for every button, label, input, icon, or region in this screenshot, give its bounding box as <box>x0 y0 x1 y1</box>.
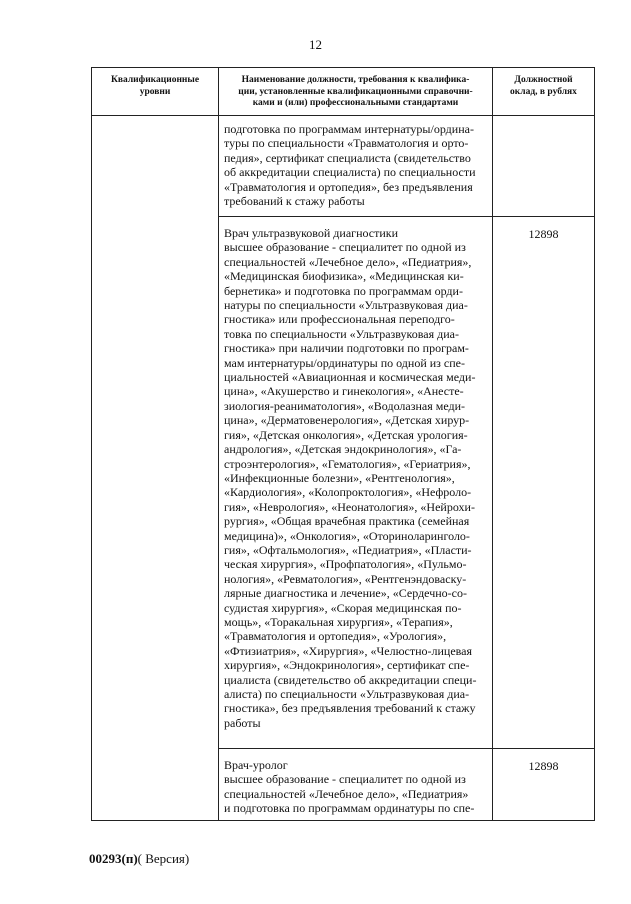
qualification-table <box>91 67 595 821</box>
salary-cell <box>493 749 595 821</box>
requirements-text: подготовка по программам интернатуры/ордина- туры по специальности «Травматология и орто- педия», сертификат специалиста (свидетельство об аккредитации специалиста) по специальности «Травматология и ортопедия», без предъявления требований к стажу работы <box>224 122 476 209</box>
header-position-requirements: Наименование должности, требования к квалифика- ции, установленные квалификационными справочни- ками и (или) профессиональными стандартами <box>219 68 493 116</box>
requirements-text: Врач-уролог высшее образование - специалитет по одной из специальностей «Лечебное дело», «Педиатрия» и подготовка по программам ординатуры по спе- <box>224 758 475 816</box>
page-number: 12 <box>309 37 322 52</box>
document-version-label: ( Версия) <box>137 851 190 866</box>
salary-value <box>493 116 594 126</box>
table-row <box>92 116 595 217</box>
salary-value: 12898 <box>528 759 559 773</box>
requirements-cell <box>219 116 493 217</box>
document-code <box>89 851 189 867</box>
level-cell <box>92 116 219 821</box>
salary-cell <box>493 116 595 217</box>
salary-cell <box>493 217 595 749</box>
table-header-row <box>92 68 595 116</box>
document-code-number: 00293(п) <box>89 851 138 866</box>
header-salary: Должностной оклад, в рублях <box>493 68 595 116</box>
header-qualification-levels: Квалификационные уровни <box>92 68 219 116</box>
requirements-cell <box>219 749 493 821</box>
requirements-cell <box>219 217 493 749</box>
salary-value: 12898 <box>528 227 559 241</box>
requirements-text: Врач ультразвуковой диагностики высшее образование - специалитет по одной из специальностей «Лечебное дело», «Педиатрия», «Медицинская биофизика», «Медицинская ки- бернетика» и подготовка по программам орди- натуры по специальности «Ультразвуковая диа- гностика» или профессиональная переподго- товка по специальности «Ультразвуковая диа- гностика» при наличии подготовки по програм- мам интернатуры/ординатуры по одной из спе- циальностей «Авиационная и космическая меди- цина», «Акушерство и гинекология», «Анесте- зиология-реаниматология», «Водолазная меди- цина», «Дерматовенерология», «Детская хирур- гия», «Детская онкология», «Детская урология- андрология», «Детская эндокринология», «Га- строэнтерология», «Гематология», «Гериатрия», «Инфекционные болезни», «Рентгенология», «Кардиология», «Колопроктология», «Нефроло- гия», «Неврология», «Неонатология», «Нейрохи- рургия», «Общая врачебная практика (семейная медицина)», «Онкология», «Оториноларинголо- гия», «Офтальмология», «Педиатрия», «Пласти- ческая хирургия», «Профпатология», «Пульмо- нология», «Ревматология», «Рентгенэндоваску- лярные диагностика и лечение», «Сердечно-со- судистая хирургия», «Скорая медицинская по- мощь», «Торакальная хирургия», «Терапия», «Травматология и ортопедия», «Урология», «Фтизиатрия», «Хирургия», «Челюстно-лицевая хирургия», «Эндокринология», сертификат спе- циалиста (свидетельство об аккредитации специ- алиста) по специальности «Ультразвуковая диа- гностика», без предъявления требований к стажу работы <box>224 226 477 730</box>
